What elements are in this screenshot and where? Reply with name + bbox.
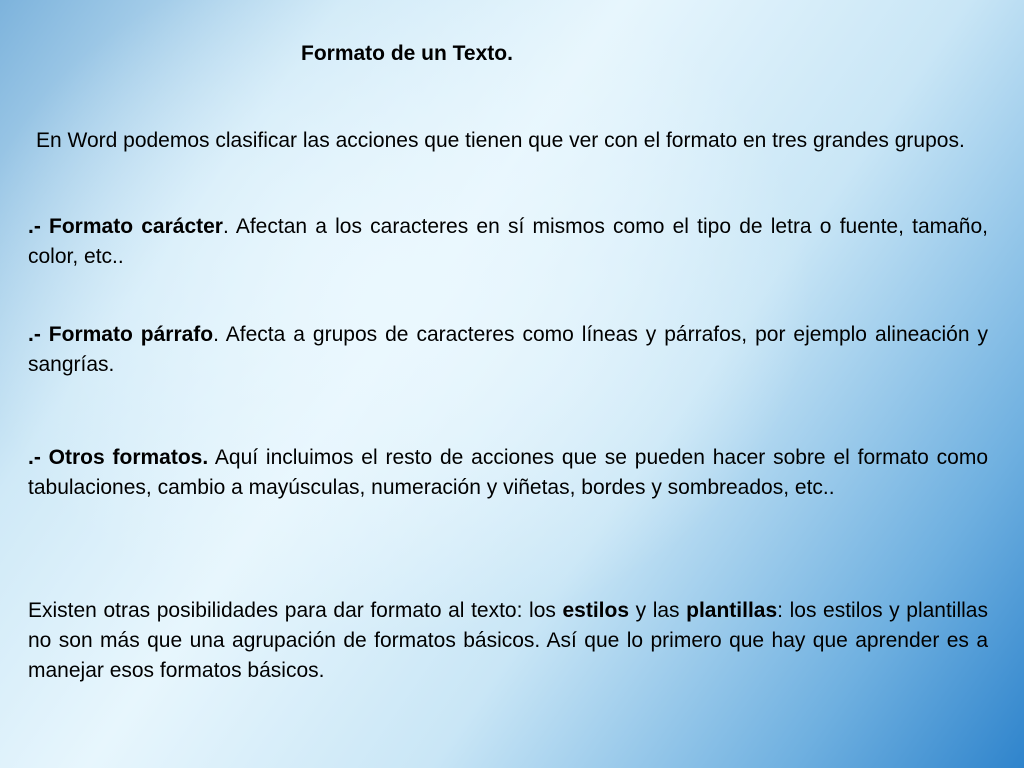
other-formats-text: Aquí incluimos el resto de acciones que se pueden hacer sobre el formato como tabulaciones, cambio a mayúsculas, numeración y viñetas, bordes y sombreados, etc..: [28, 446, 989, 499]
format-character-term: .- Formato carácter: [28, 215, 223, 238]
closing-text-2: y las: [629, 599, 687, 622]
intro-text: En Word podemos clasificar las acciones que tienen que ver con el formato en tres grandes grupos.: [36, 129, 965, 152]
other-formats-term: .- Otros formatos.: [28, 446, 209, 469]
format-paragraph-text: . Afecta a grupos de caracteres como líneas y párrafos, por ejemplo alineación y sangrías.: [28, 323, 988, 376]
closing-text-1: Existen otras posibilidades para dar formato al texto: los: [28, 599, 563, 622]
closing-paragraph: [28, 596, 988, 686]
format-character-text: . Afectan a los caracteres en sí mismos como el tipo de letra o fuente, tamaño, color, etc..: [28, 215, 988, 268]
slide-title: Formato de un Texto.: [301, 42, 513, 65]
closing-text-3: : los estilos y plantillas no son más que una agrupación de formatos básicos. Así que lo primero que hay que aprender es a manejar esos formatos básicos.: [28, 599, 988, 682]
closing-bold-styles: estilos: [562, 599, 629, 622]
format-character-paragraph: [28, 212, 988, 272]
intro-paragraph: [28, 126, 970, 156]
closing-bold-templates: plantillas: [686, 599, 778, 622]
format-paragraph-paragraph: [28, 320, 988, 380]
other-formats-paragraph: [28, 443, 988, 503]
format-paragraph-term: .- Formato párrafo: [28, 323, 214, 346]
